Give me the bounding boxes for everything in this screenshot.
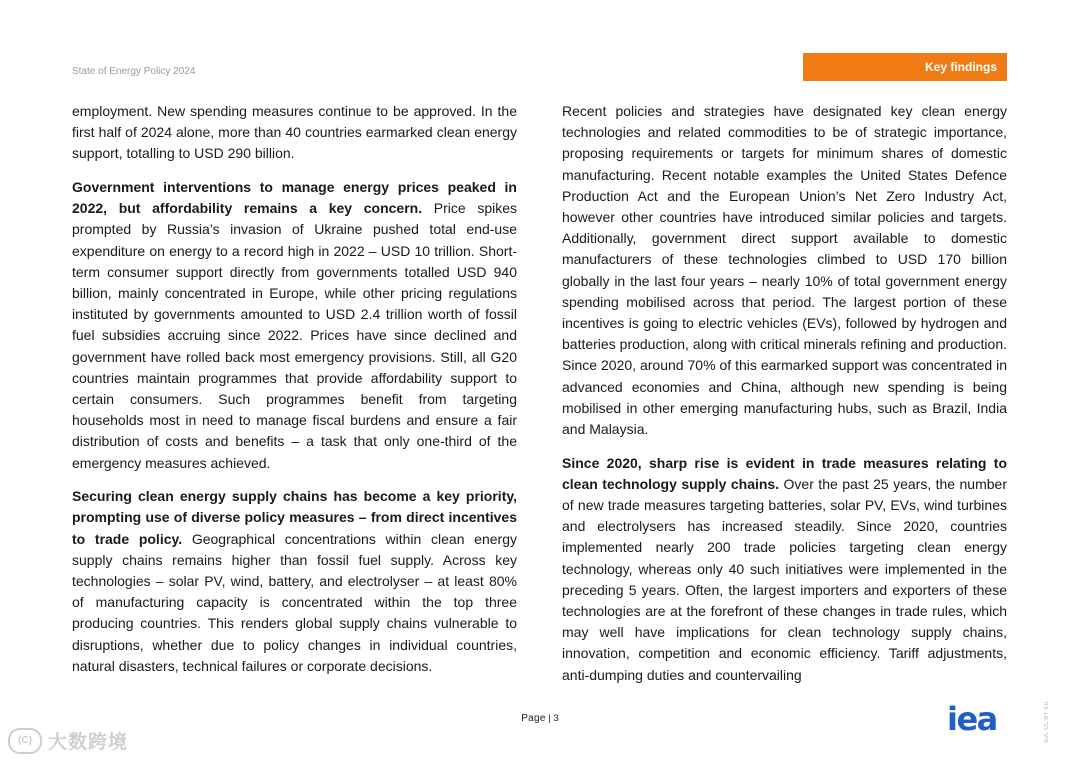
right-column (562, 101, 1007, 698)
paragraph-employment: employment. New spending measures continue to be approved. In the first half of 2024 alone, more than 40 countries earmarked clean energy support, totalling to USD 290 billion. (72, 103, 517, 162)
page-number: Page | 3 (521, 713, 559, 724)
page-number-value: 3 (553, 713, 559, 724)
lead-sentence: Securing clean energy supply chains has become a key priority, prompting use of diverse policy measures – from direct incentives to trade policy. (72, 488, 517, 547)
paragraph-trade-measures: Since 2020, sharp rise is evident in trade measures relating to clean technology supply chains. Over the past 25 years, the number of new trade measures targeting batteries, solar PV, EVs, wind turbines and electrolysers has increased steadily. Since 2020, countries implemented nearly 200 trade policies targeting clean energy technology, whereas only 40 such initiatives were implemented in the preceding 5 years. Often, the largest importers and exporters of these technologies are at the forefront of these changes in trade rules, which may well have implications for clean technology supply chains, innovation, competition and economic efficiency. Tariff adjustments, anti-dumping duties and countervailing (562, 454, 1007, 683)
iea-logo: iea (947, 700, 997, 738)
watermark (8, 727, 128, 754)
paragraph-energy-prices: Government interventions to manage energy prices peaked in 2022, but affordability remains a key concern. Price spikes prompted by Russia’s invasion of Ukraine pushed total end-use expenditure on energy to a record high in 2022 – USD 10 trillion. Short-term consumer support directly from governments totalled USD 940 billion, mainly concentrated in Europe, while other pricing regulations instituted by governments amounted to USD 2.4 trillion worth of fossil fuel subsidies accruing since 2022. Prices have since declined and government have rolled back most emergency provisions. Still, all G20 countries maintain programmes that provide affordability support to certain consumers. Such programmes benefit from targeting households most in need to manage fiscal burdens and ensure a fair distribution of costs and benefits – a task that only one-third of the emergency measures achieved. (72, 179, 517, 471)
section-tab-label: Key findings (924, 60, 997, 74)
paragraph-strategic-technologies: Recent policies and strategies have designated key clean energy technologies and related commodities to be of strategic importance, proposing requirements or targets for minimum shares of domestic manufacturing. Recent notable examples the United States Defence Production Act and the European Union’s Net Zero Industry Act, however other countries have introduced similar policies and targets. Additionally, government direct support available to domestic manufacturers of these technologies climbed to USD 170 billion globally in the last four years – nearly 10% of total government energy spending mobilised across that period. The largest portion of these incentives is going to electric vehicles (EVs), followed by hydrogen and batteries production, along with critical minerals refining and production. Since 2020, around 70% of this earmarked support was concentrated in advanced economies and China, although new spending is being mobilised in other emerging manufacturing hubs, such as Brazil, India and Malaysia. (562, 103, 1007, 438)
left-column (72, 101, 517, 689)
page-label: Page (521, 713, 546, 724)
section-tab-key-findings (803, 53, 1007, 81)
lead-sentence: Government interventions to manage energy prices peaked in 2022, but affordability remains a key concern. (72, 179, 517, 217)
paragraph-supply-chains: Securing clean energy supply chains has become a key priority, prompting use of diverse policy measures – from direct incentives to trade policy. Geographical concentrations within clean energy supply chains remains higher than fossil fuel supply. Across key technologies – solar PV, wind, battery, and electrolyser – at least 80% of manufacturing capacity is concentrated within the top three producing countries. This renders global supply chains vulnerable to disruptions, whether due to policy changes in individual countries, natural disasters, technical failures or corporate decisions. (72, 488, 517, 674)
watermark-text: 大数跨境 (48, 731, 129, 753)
license-note: IEA. CC BY 4.0. (1044, 700, 1050, 743)
watermark-logo-icon: (C) (8, 728, 42, 754)
lead-sentence: Since 2020, sharp rise is evident in trade measures relating to clean technology supply chains. (562, 454, 1007, 492)
report-title: State of Energy Policy 2024 (72, 66, 196, 77)
